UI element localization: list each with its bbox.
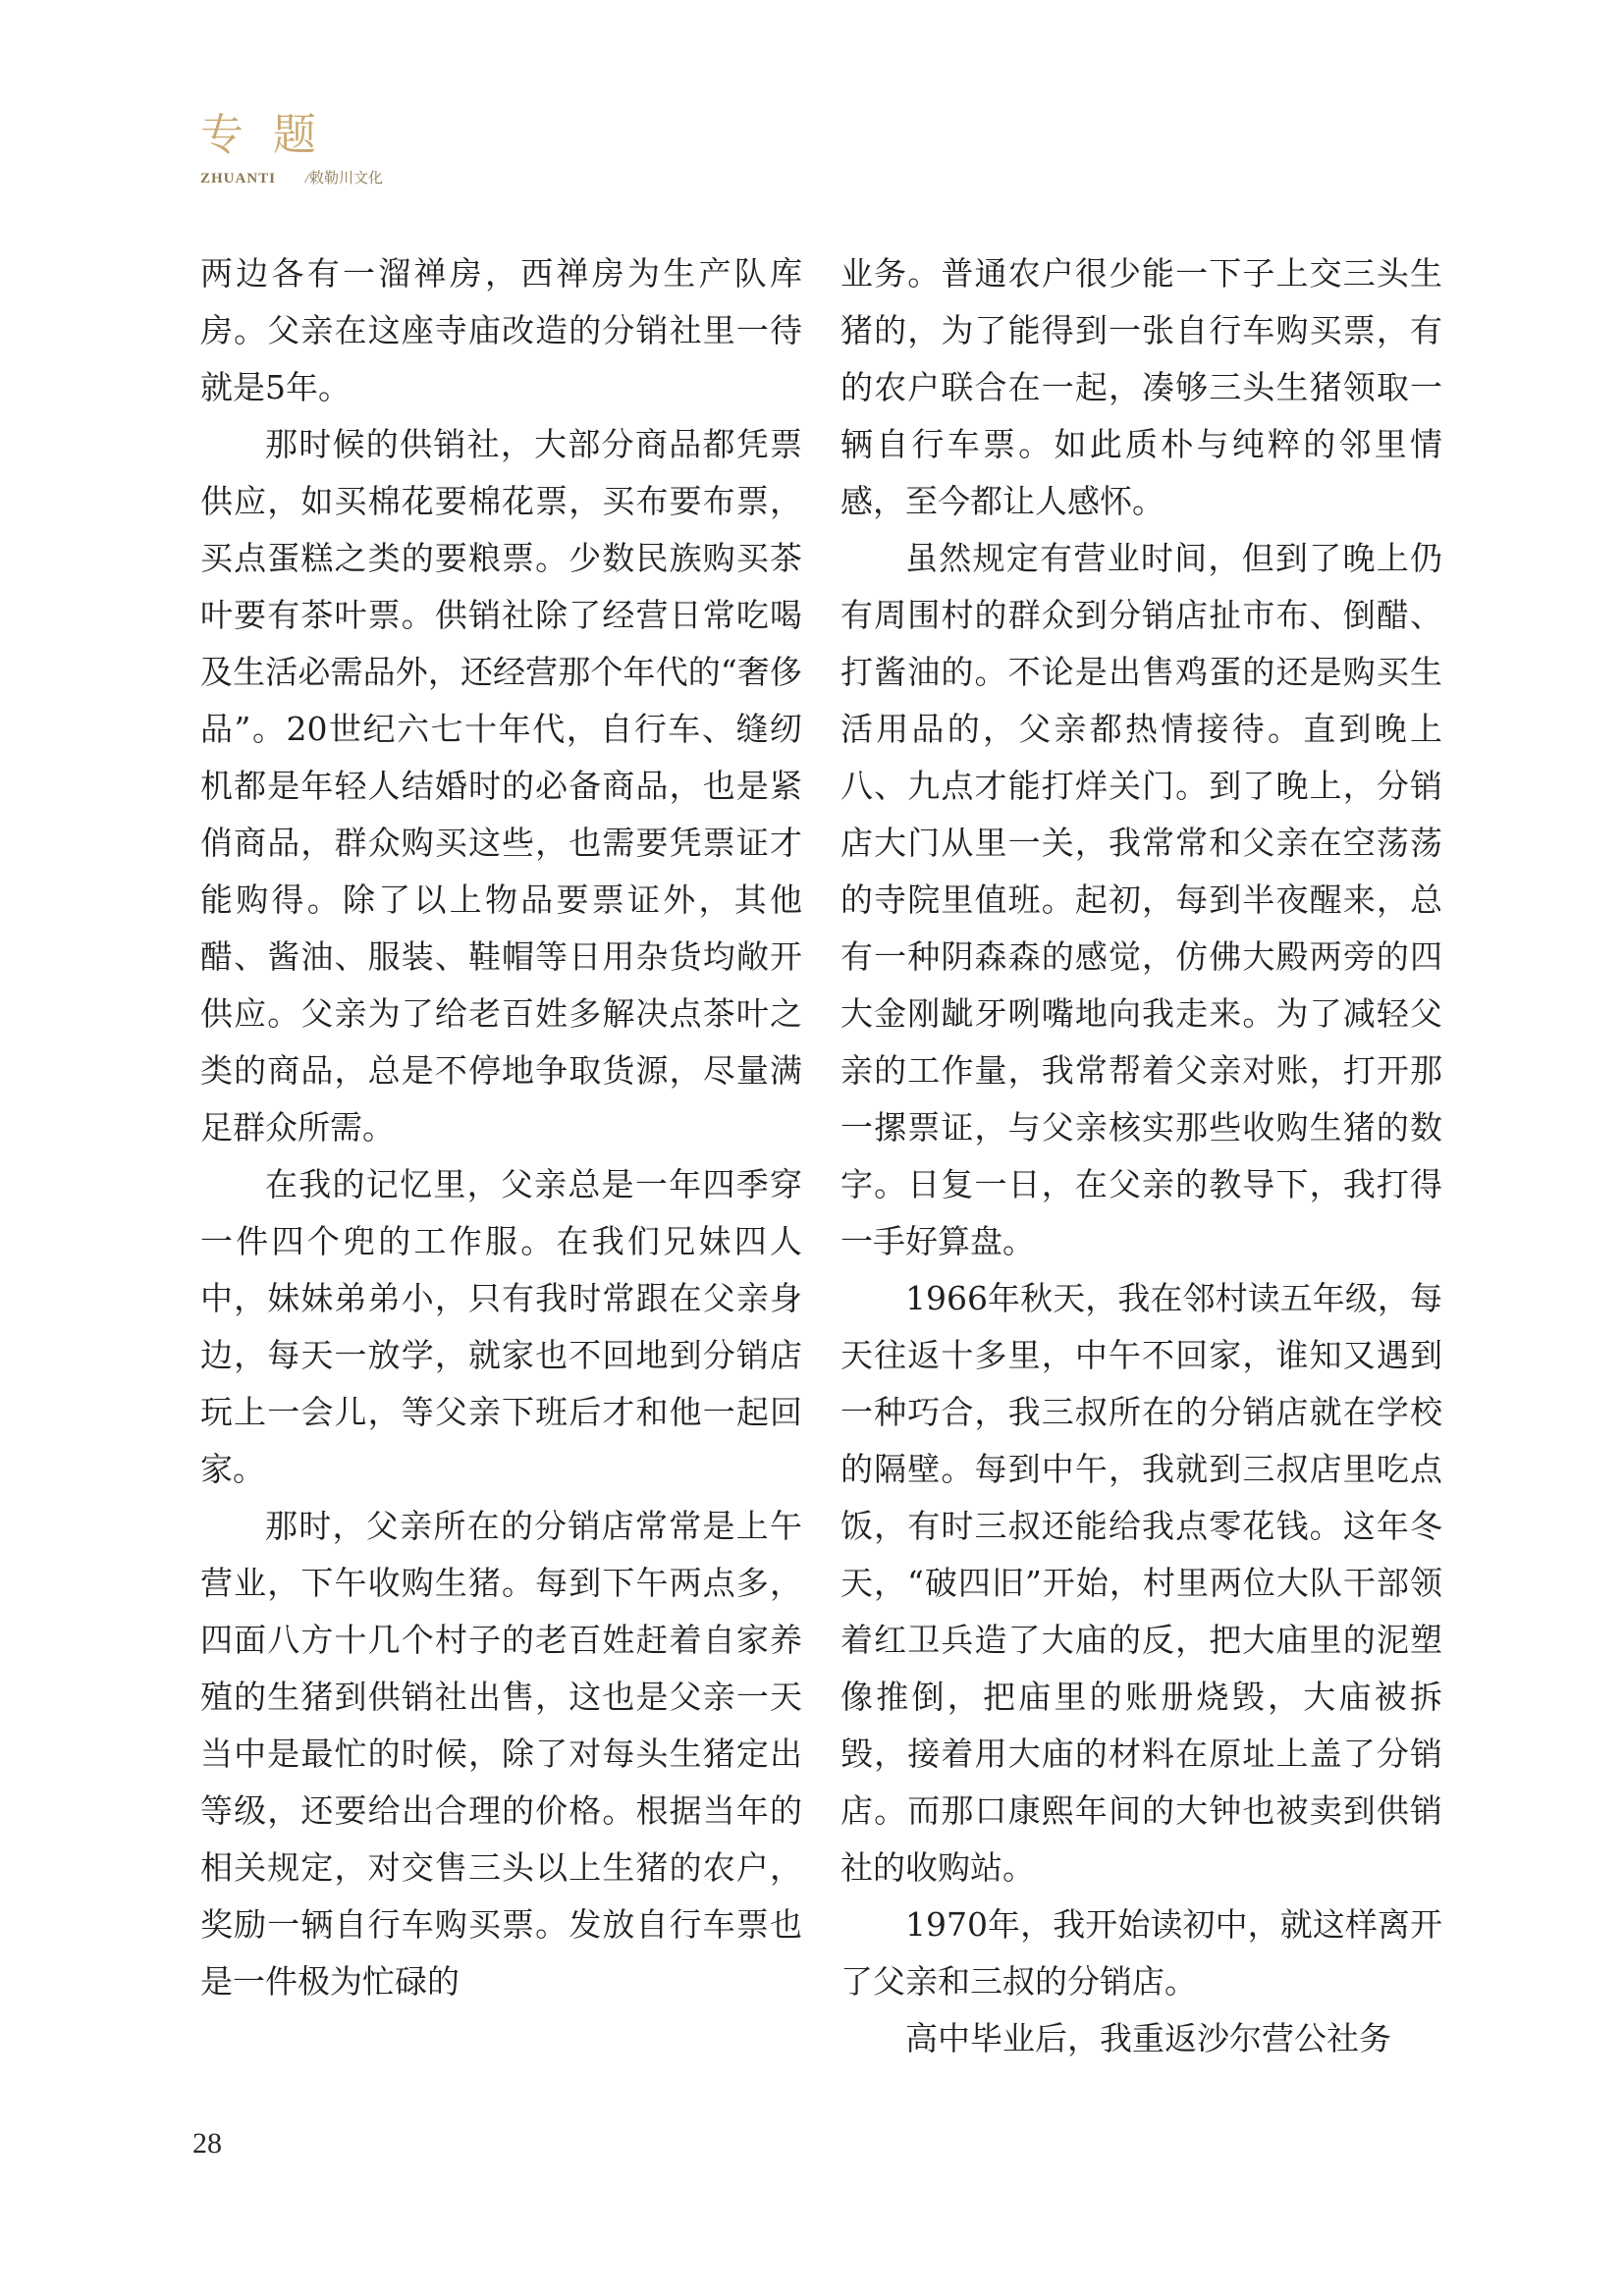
paragraph: 1966年秋天，我在邻村读五年级，每天往返十多里，中午不回家，谁知又遇到一种巧合，我三叔所在的分销店就在学校的隔壁。每到中午，我就到三叔店里吃点饭，有时三叔还能给我点零花钱。这年冬天，“破四旧”开始，村里两位大队干部领着红卫兵造了大庙的反，把大庙里的泥塑像推倒，把庙里的账册烧毁，大庙被拆毁，接着用大庙的材料在原址上盖了分销店。而那口康熙年间的大钟也被卖到供销社的收购站。 (840, 1279, 1442, 1887)
section-title: 专题 (200, 110, 346, 160)
paragraph: 在我的记忆里，父亲总是一年四季穿一件四个兜的工作服。在我们兄妹四人中，妹妹弟弟小，只有我时常跟在父亲身边，每天一放学，就家也不回地到分销店玩上一会儿，等父亲下班后才和他一起回家。 (200, 1165, 802, 1488)
paragraph: 高中毕业后，我重返沙尔营公社务 (905, 2019, 1391, 2057)
page-number: 28 (192, 2127, 222, 2160)
section-subtitle-cn: 敕勒川文化 (308, 171, 383, 187)
slash-divider: / (304, 171, 309, 187)
section-subtitle (200, 167, 383, 187)
paragraph: 1970年，我开始读初中，就这样离开了父亲和三叔的分销店。 (840, 1905, 1442, 2001)
paragraph: 那时，父亲所在的分销店常常是上午营业，下午收购生猪。每到下午两点多，四面八方十几个村子的老百姓赶着自家养殖的生猪到供销社出售，这也是父亲一天当中是最忙的时候，除了对每头生猪定出等级，还要给出合理的价格。根据当年的相关规定，对交售三头以上生猪的农户，奖励一辆自行车购买票。发放自行车票也是一件极为忙碌的 (200, 1507, 802, 2001)
paragraph: 业务。普通农户很少能一下子上交三头生猪的，为了能得到一张自行车购买票，有的农户联合在一起，凑够三头生猪领取一辆自行车票。如此质朴与纯粹的邻里情感，至今都让人感怀。 (840, 254, 1442, 520)
section-subtitle-latin: ZHUANTI (200, 171, 277, 187)
paragraph: 虽然规定有营业时间，但到了晚上仍有周围村的群众到分销店扯市布、倒醋、打酱油的。不论是出售鸡蛋的还是购买生活用品的，父亲都热情接待。直到晚上八、九点才能打烊关门。到了晚上，分销店大门从里一关，我常常和父亲在空荡荡的寺院里值班。起初，每到半夜醒来，总有一种阴森森的感觉，仿佛大殿两旁的四大金刚龇牙咧嘴地向我走来。为了减轻父亲的工作量，我常帮着父亲对账，打开那一摞票证，与父亲核实那些收购生猪的数字。日复一日，在父亲的教导下，我打得一手好算盘。 (840, 539, 1442, 1260)
text-column-right (840, 245, 1442, 2067)
paragraph: 那时候的供销社，大部分商品都凭票供应，如买棉花要棉花票，买布要布票，买点蛋糕之类的要粮票。少数民族购买茶叶要有茶叶票。供销社除了经营日常吃喝及生活必需品外，还经营那个年代的“奢侈品”。20世纪六七十年代，自行车、缝纫机都是年轻人结婚时的必备商品，也是紧俏商品，群众购买这些，也需要凭票证才能购得。除了以上物品要票证外，其他醋、酱油、服装、鞋帽等日用杂货均敞开供应。父亲为了给老百姓多解决点茶叶之类的商品，总是不停地争取货源，尽量满足群众所需。 (200, 425, 802, 1147)
page-header (200, 110, 383, 187)
paragraph: 两边各有一溜禅房，西禅房为生产队库房。父亲在这座寺庙改造的分销社里一待就是5年。 (200, 254, 802, 406)
text-column-left (200, 245, 802, 2010)
